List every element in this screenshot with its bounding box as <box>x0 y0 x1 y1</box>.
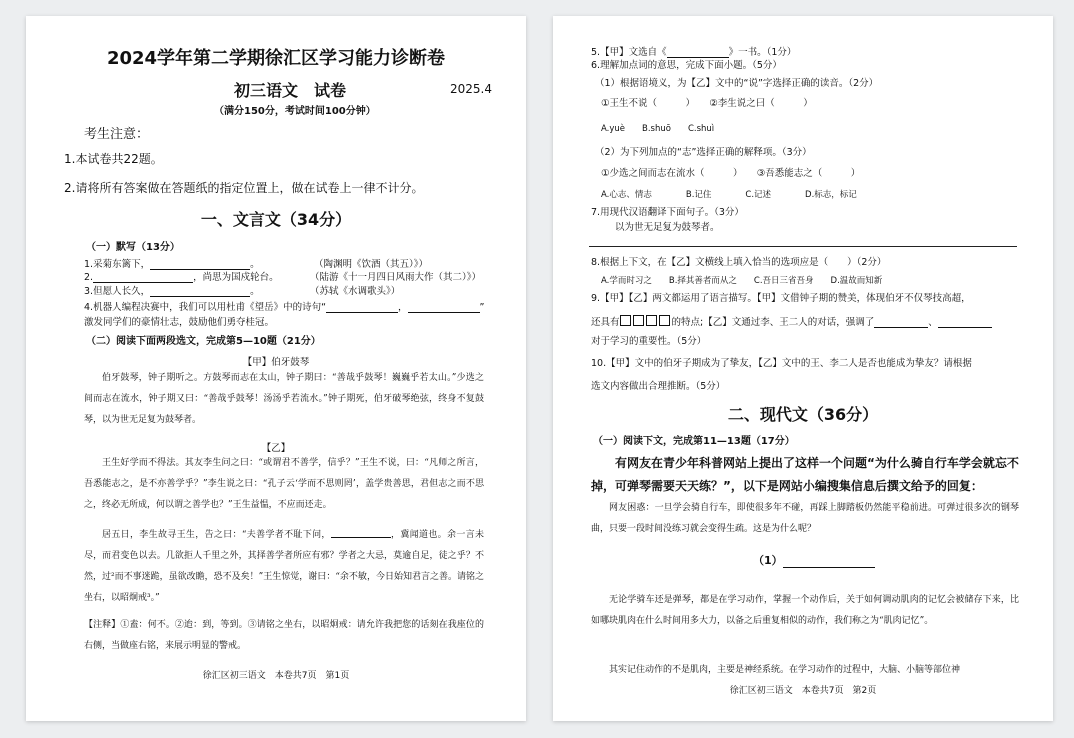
answer-blank <box>938 317 992 328</box>
passage-jia-title: 【甲】伯牙鼓琴 <box>242 357 310 368</box>
notice-item-2: 2.请将所有答案做在答题纸的指定位置上，做在试卷上一律不计分。 <box>64 181 424 195</box>
exam-page-1 <box>26 16 526 721</box>
question-6-1-items: ①王生不说（ ） ②李生说之曰（ ） <box>601 98 813 109</box>
part-reading-heading: （二）阅读下面两段选文，完成第5—10题（21分） <box>86 336 321 347</box>
answer-blank <box>331 528 391 538</box>
section-one-heading: 一、文言文（34分） <box>200 210 352 229</box>
annotation: 【注释】①盍：何不。②迨：到，等到。③请铭之坐右，以昭炯戒：请允许我把您的话刻在我座位的右侧，当做座右铭，来展示明显的警戒。 <box>84 620 484 651</box>
question-6-2-options: A.心志、情志 B.记住 C.记述 D.标志，标记 <box>601 190 857 200</box>
answer-blank <box>326 302 398 313</box>
question-5: 5.【甲】文选自《 》一书。（1分） <box>591 47 797 58</box>
answer-blank <box>783 555 875 568</box>
answer-blank <box>408 302 480 313</box>
exam-subtitle: 初三语文 试卷 <box>234 81 347 100</box>
question-6-2-items: ①少选之间而志在流水（ ） ③吾悉能志之（ ） <box>601 168 861 179</box>
answer-blank <box>93 272 193 283</box>
answer-blank <box>874 317 928 328</box>
notice-heading: 考生注意： <box>84 127 150 142</box>
question-3-source: （苏轼《水调歌头》） <box>310 286 401 297</box>
passage-jia-text: 伯牙鼓琴，钟子期听之。方鼓琴而志在太山，钟子期曰：“善哉乎鼓琴！巍巍乎若太山。”少选之间而志在流水，钟子期又曰：“善哉乎鼓琴！汤汤乎若流水。”钟子期死，伯牙破琴绝弦，终身不复鼓琴，以为世无足复为鼓琴者。 <box>84 373 484 425</box>
exam-title: 2024学年第二学期徐汇区学习能力诊断卷 <box>106 48 446 69</box>
passage-paragraph-1: 无论学骑车还是弹琴，都是在学习动作，掌握一个动作后，关于如何调动肌肉的记忆会被储存下来，比如哪块肌肉在什么时间用多大力，以备之后重复相似的动作，我们称之为“肌肉记忆”。 <box>591 595 1019 626</box>
question-8: 8.根据上下文，在【乙】文横线上填入恰当的选项应是（ ）（2分） <box>591 257 887 268</box>
question-10-line-2: 选文内容做出合理推断。（5分） <box>591 381 726 392</box>
passage-yi-title: 【乙】 <box>261 443 291 454</box>
question-4-line-2: 激发同学们的豪情壮志，鼓励他们勇夺桂冠。 <box>84 317 275 328</box>
character-boxes <box>620 317 672 328</box>
intro-paragraph: 有网友在青少年科普网站上提出了这样一个问题“为什么骑自行车学会就忘不掉，可弹琴需要天天练？”，以下是网站小编搜集信息后撰文给予的回复： <box>591 456 1019 493</box>
question-2: 2. ，尚思为国戍轮台。 <box>84 272 279 283</box>
part-dictation-heading: （一）默写（13分） <box>86 242 180 253</box>
question-2-source: （陆游《十一月四日风雨大作（其二）》） <box>310 272 482 283</box>
question-9-line-3: 对于学习的重要性。（5分） <box>591 336 707 347</box>
part-modern-reading-heading: （一）阅读下文，完成第11—13题（17分） <box>593 436 795 447</box>
question-10: 10.【甲】文中的伯牙子期成为了挚友，【乙】文中的王、李二人是否也能成为挚友？请根据 <box>591 358 972 369</box>
question-7-sentence: 以为世无足复为鼓琴者。 <box>615 222 720 233</box>
question-1: 1.采菊东篱下， 。 <box>84 259 260 270</box>
answer-blank <box>150 286 250 297</box>
passage-paragraph-2: 其实记住动作的不是肌肉，主要是神经系统。在学习动作的过程中，大脑、小脑等部位神 <box>609 665 961 675</box>
section-two-heading: 二、现代文（36分） <box>727 405 879 424</box>
question-9: 9.【甲】【乙】两文都运用了语言描写。【甲】文借钟子期的赞美，体现伯牙不仅琴技高超， <box>591 293 971 304</box>
notice-item-1: 1.本试卷共22题。 <box>64 152 163 166</box>
question-4: 4.机器人编程决赛中，我们可以用杜甫《望岳》中的诗句“ ， ” <box>84 302 485 313</box>
question-9-line-2: 还具有 的特点;【乙】文通过李、王二人的对话，强调了 、 <box>591 314 992 328</box>
exam-date: 2025.4 <box>450 82 492 96</box>
subheading-blank: （1） <box>753 552 875 568</box>
question-3: 3.但愿人长久， 。 <box>84 286 260 297</box>
section-divider <box>589 246 1017 247</box>
question-7: 7.用现代汉语翻译下面句子。（3分） <box>591 207 744 218</box>
question-6-2: （2）为下列加点的“志”选择正确的解释项。（3分） <box>595 147 812 158</box>
page-2-footer: 徐汇区初三语文 本卷共7页 第2页 <box>729 686 877 696</box>
exam-page-2 <box>553 16 1053 721</box>
question-6-1: （1）根据语境义，为【乙】文中的“说”字选择正确的读音。（2分） <box>595 78 879 89</box>
question-6-1-options: A.yuè B.shuō C.shuì <box>601 124 715 134</box>
exam-score-note: （满分150分，考试时间100分钟） <box>214 106 376 117</box>
page-1-footer: 徐汇区初三语文 本卷共7页 第1页 <box>202 671 350 681</box>
question-6: 6.理解加点词的意思，完成下面小题。（5分） <box>591 60 782 71</box>
question-8-options: A.学而时习之 B.择其善者而从之 C.吾日三省吾身 D.温故而知新 <box>601 276 883 286</box>
question-1-source: （陶渊明《饮酒（其五）》） <box>314 259 429 270</box>
passage-yi-paragraph-2: 居五日，李生故寻王生，告之曰：“夫善学者不耻下问， ，冀闻道也。余一言未尽，而君变色以去。几欲拒人千里之外，其择善学者所应有邪？学者之大忌，莫逾自足，徒之乎？不然，过²而不事迷跪，虽欲改瞻，恐不及矣！”王生惊觉，谢曰：“余不敏，今日始知君言之善。请铭之坐右，以昭炯戒³。” <box>84 530 484 603</box>
netizen-question: 网友困惑：一旦学会骑自行车，即使很多年不碰，再踩上脚踏板仍然能平稳前进。可弹过很多次的钢琴曲，只要一段时间没练习就会变得生疏。这是为什么呢？ <box>591 503 1019 534</box>
passage-yi-paragraph-1: 王生好学而不得法。其友李生问之曰：“或谓君不善学，信乎？”王生不说，曰：“凡师之所言，吾悉能志之，是不亦善学乎？”李生说之曰：“孔子云‘学而不思则罔’，盖学贵善思，君但志之而不思之，终必无所成，何以谓之善学也？”王生益愠，不应而还走。 <box>84 458 484 510</box>
